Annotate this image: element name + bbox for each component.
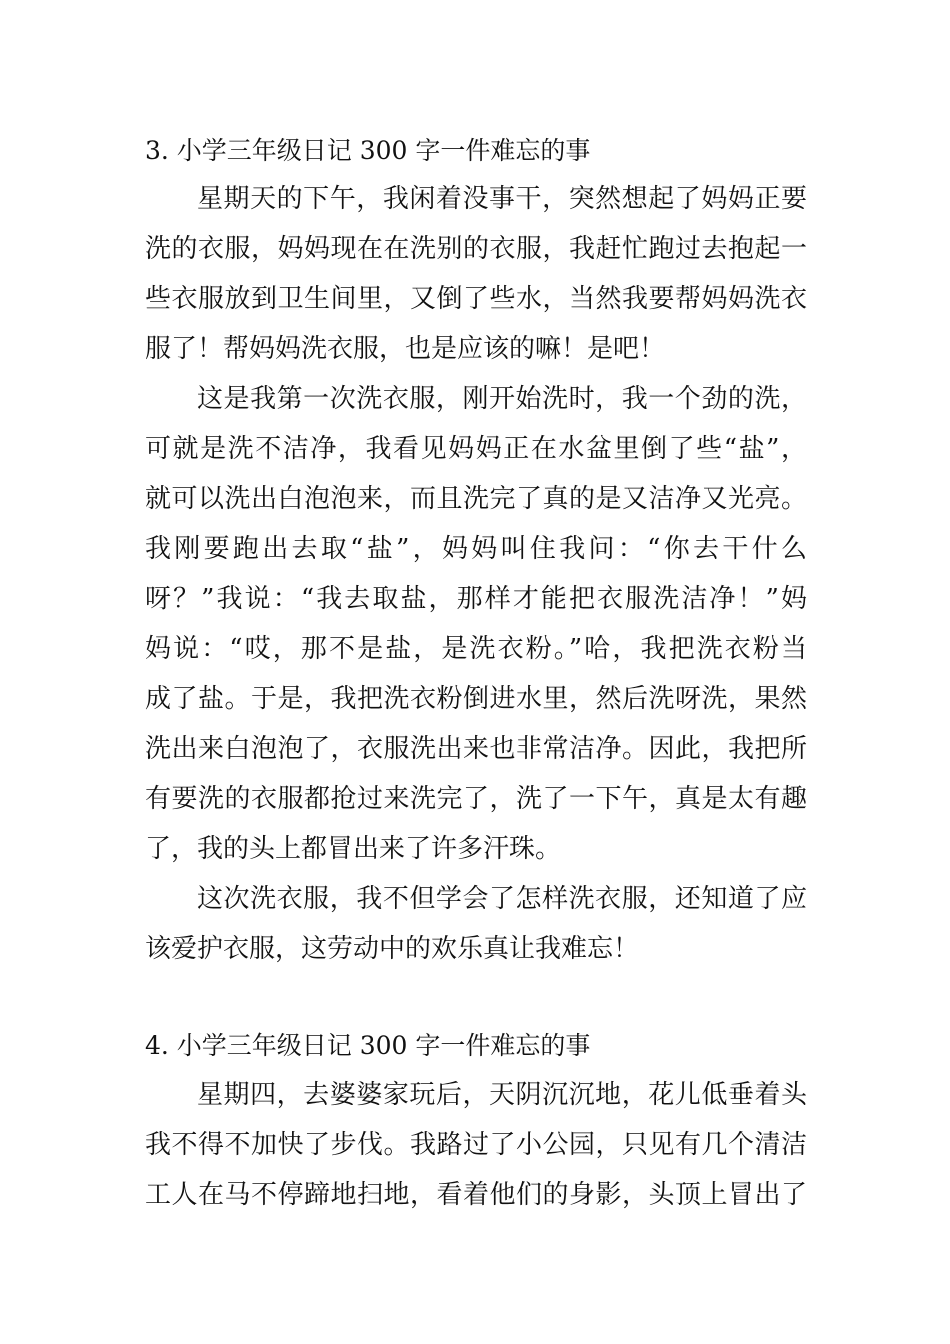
paragraph-line: 该爱护衣服，这劳动中的欢乐真让我难忘！ [145,934,640,964]
paragraph-line: 我刚要跑出去取“盐”，妈妈叫住我问：“你去干什么 [145,534,807,564]
paragraph-line: 成了盐。于是，我把洗衣粉倒进水里，然后洗呀洗，果然 [145,684,807,714]
paragraph-line: 这次洗衣服，我不但学会了怎样洗衣服，还知道了应 [197,884,807,914]
paragraph-line: 这是我第一次洗衣服，刚开始洗时，我一个劲的洗， [197,384,807,414]
paragraph-line: 可就是洗不洁净，我看见妈妈正在水盆里倒了些“盐”， [145,434,807,464]
paragraph-line: 星期四，去婆婆家玩后，天阴沉沉地，花儿低垂着头 [197,1080,807,1110]
paragraph-line: 服了！帮妈妈洗衣服，也是应该的嘛！是吧！ [145,334,666,364]
paragraph-line: 妈说：“哎，那不是盐，是洗衣粉。”哈，我把洗衣粉当 [145,634,807,664]
paragraph-line: 我不得不加快了步伐。我路过了小公园，只见有几个清洁 [145,1130,807,1160]
paragraph-line: 洗的衣服，妈妈现在在洗别的衣服，我赶忙跑过去抱起一 [145,234,807,264]
paragraph-line: 工人在马不停蹄地扫地，看着他们的身影，头顶上冒出了 [145,1180,807,1210]
paragraph-line: 些衣服放到卫生间里，又倒了些水，当然我要帮妈妈洗衣 [145,284,807,314]
paragraph-line: 呀？”我说：“我去取盐，那样才能把衣服洗洁净！”妈 [145,584,807,614]
paragraph-line: 有要洗的衣服都抢过来洗完了，洗了一下午，真是太有趣 [145,784,807,814]
section-heading: 3. 小学三年级日记 300 字一件难忘的事 [145,136,591,165]
paragraph-line: 就可以洗出白泡泡来，而且洗完了真的是又洁净又光亮。 [145,484,807,514]
paragraph-line: 洗出来白泡泡了，衣服洗出来也非常洁净。因此，我把所 [145,734,807,764]
section-heading: 4. 小学三年级日记 300 字一件难忘的事 [145,1031,591,1060]
paragraph-line: 了，我的头上都冒出来了许多汗珠。 [145,834,562,864]
paragraph-line: 星期天的下午，我闲着没事干，突然想起了妈妈正要 [197,184,807,214]
